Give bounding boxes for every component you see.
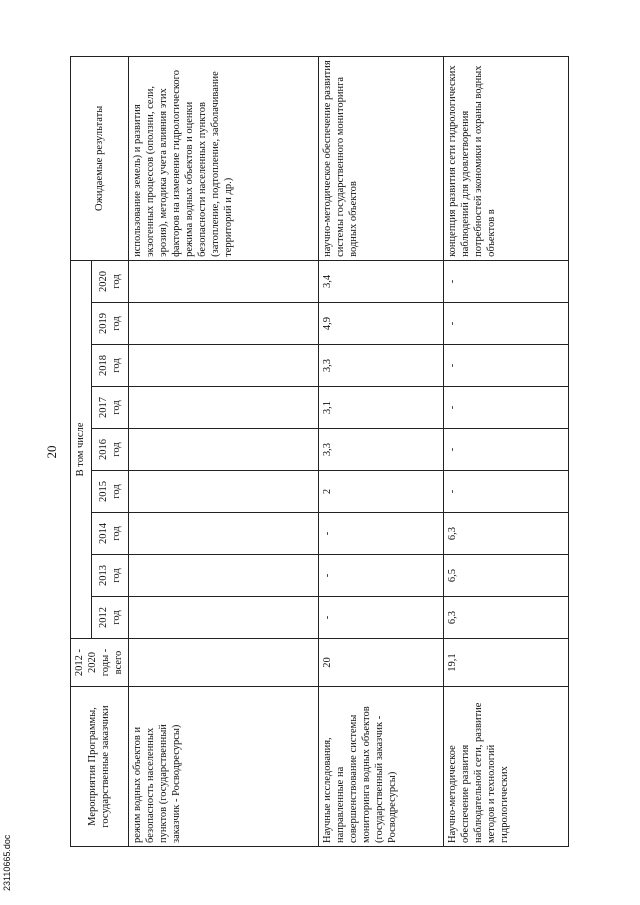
row-value: 4,9 (318, 303, 443, 345)
table-row (318, 56, 443, 846)
table-row (128, 56, 318, 846)
row-value: - (318, 555, 443, 597)
row-value (128, 471, 318, 513)
page-number: 20 (44, 445, 59, 459)
row-total: 20 (318, 639, 443, 687)
row-activity: Научные исследования, направленные на совершенствование системы мониторинга водных объектов (государственный заказчик - Росводресурсы) (318, 687, 443, 847)
header-year: 2020 год (92, 260, 128, 302)
row-activity: Научно-методическое обеспечение развития наблюдательной сети, развитие методов и технологий гидрологических (443, 687, 568, 847)
row-value: - (318, 513, 443, 555)
row-value: 6,3 (443, 513, 568, 555)
rotated-document (44, 57, 570, 847)
document-reference: 23110665.doc (2, 834, 12, 891)
row-total: 19,1 (443, 639, 568, 687)
row-value: - (318, 597, 443, 639)
header-year: 2019 год (92, 303, 128, 345)
header-in-total: В том числе (71, 260, 92, 638)
row-activity: режим водных объектов и безопасность населенных пунктов (государственный заказчик - Росводресурсы) (128, 687, 318, 847)
row-value: 3,3 (318, 429, 443, 471)
row-value (128, 513, 318, 555)
header-results: Ожидаемые результаты (71, 56, 129, 260)
header-year: 2012 год (92, 597, 128, 639)
row-value (128, 597, 318, 639)
row-results: использование земель) и развития экзогенных процессов (оползни, сели, эрозия), методика учета влияния этих факторов на изменение гидрологического режима водных объектов и оценки безопасности населенных пунктов (затопление, подтопление, заболачивание территорий и др.) (128, 56, 318, 260)
program-table (70, 56, 569, 847)
row-value (128, 429, 318, 471)
row-value: - (443, 260, 568, 302)
row-value: 3,3 (318, 345, 443, 387)
header-total: 2012 - 2020 годы - всего (71, 639, 129, 687)
row-value (128, 303, 318, 345)
row-results: научно-методическое обеспечение развития системы государственного мониторинга водных объектов (318, 56, 443, 260)
row-value: - (443, 471, 568, 513)
row-value: 3,4 (318, 260, 443, 302)
table-row (443, 56, 568, 846)
row-value: - (443, 387, 568, 429)
row-value (128, 387, 318, 429)
header-year: 2017 год (92, 387, 128, 429)
row-value: 6,5 (443, 555, 568, 597)
row-value: - (443, 345, 568, 387)
row-total (128, 639, 318, 687)
header-year: 2015 год (92, 471, 128, 513)
header-year: 2018 год (92, 345, 128, 387)
row-value (128, 345, 318, 387)
row-value: 6,3 (443, 597, 568, 639)
row-value (128, 555, 318, 597)
row-value: - (443, 429, 568, 471)
row-results: концепция развития сети гидрологических наблюдений для удовлетворения потребностей экономики и охраны водных объектов в (443, 56, 568, 260)
row-value: - (443, 303, 568, 345)
row-value: 2 (318, 471, 443, 513)
header-year: 2016 год (92, 429, 128, 471)
row-value (128, 260, 318, 302)
header-activity: Мероприятия Программы, государственные заказчики (71, 687, 129, 847)
header-year: 2014 год (92, 513, 128, 555)
row-value: 3,1 (318, 387, 443, 429)
header-year: 2013 год (92, 555, 128, 597)
